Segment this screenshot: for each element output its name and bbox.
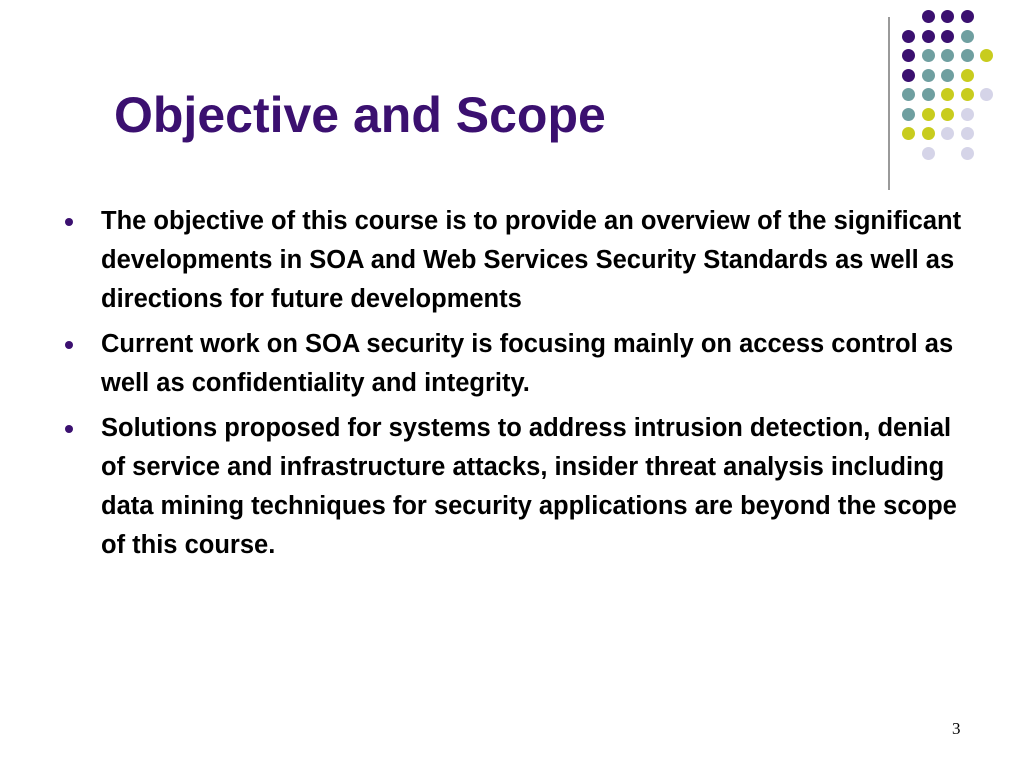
decorative-dot [941,30,954,43]
bullet-text: Current work on SOA security is focusing mainly on access control as well as confidentiality and integrity. [101,330,954,397]
bullet-item [60,202,965,319]
decorative-dot [902,88,915,101]
decorative-dot [902,127,915,140]
decorative-dot [961,147,974,160]
decorative-dot [922,49,935,62]
decorative-dot [902,69,915,82]
decorative-dot [902,108,915,121]
bullet-dot-icon [65,341,73,349]
decorative-dot [941,49,954,62]
bullet-list [60,202,965,571]
decorative-dot [922,69,935,82]
bullet-dot-icon [65,218,73,226]
decorative-dot [922,147,935,160]
decorative-dot [980,88,993,101]
page-number: 3 [952,719,961,738]
decorative-dot [922,10,935,23]
decorative-dot [961,108,974,121]
decorative-dot [922,30,935,43]
decorative-dot [961,30,974,43]
decorative-dot [941,108,954,121]
decorative-dot [961,69,974,82]
decorative-dot [961,127,974,140]
bullet-text: The objective of this course is to provide an overview of the significant developments in SOA and Web Services Security Standards as well as directions for future developments [101,207,962,313]
decorative-dot [902,30,915,43]
bullet-item [60,325,965,403]
decorative-dot [941,69,954,82]
decorative-dot [902,49,915,62]
decorative-divider [888,17,890,190]
bullet-item [60,409,965,565]
decorative-dot [961,10,974,23]
decorative-dot [941,88,954,101]
decorative-dot [961,88,974,101]
decorative-dot [961,49,974,62]
decorative-dot [922,88,935,101]
slide-title: Objective and Scope [114,87,606,143]
decorative-dot [980,49,993,62]
decorative-dot [922,127,935,140]
bullet-dot-icon [65,425,73,433]
bullet-text: Solutions proposed for systems to address intrusion detection, denial of service and infrastructure attacks, insider threat analysis including data mining techniques for security applications are beyond the scope of this course. [101,414,957,559]
decorative-dot [941,127,954,140]
decorative-dot [941,10,954,23]
decorative-dot [922,108,935,121]
